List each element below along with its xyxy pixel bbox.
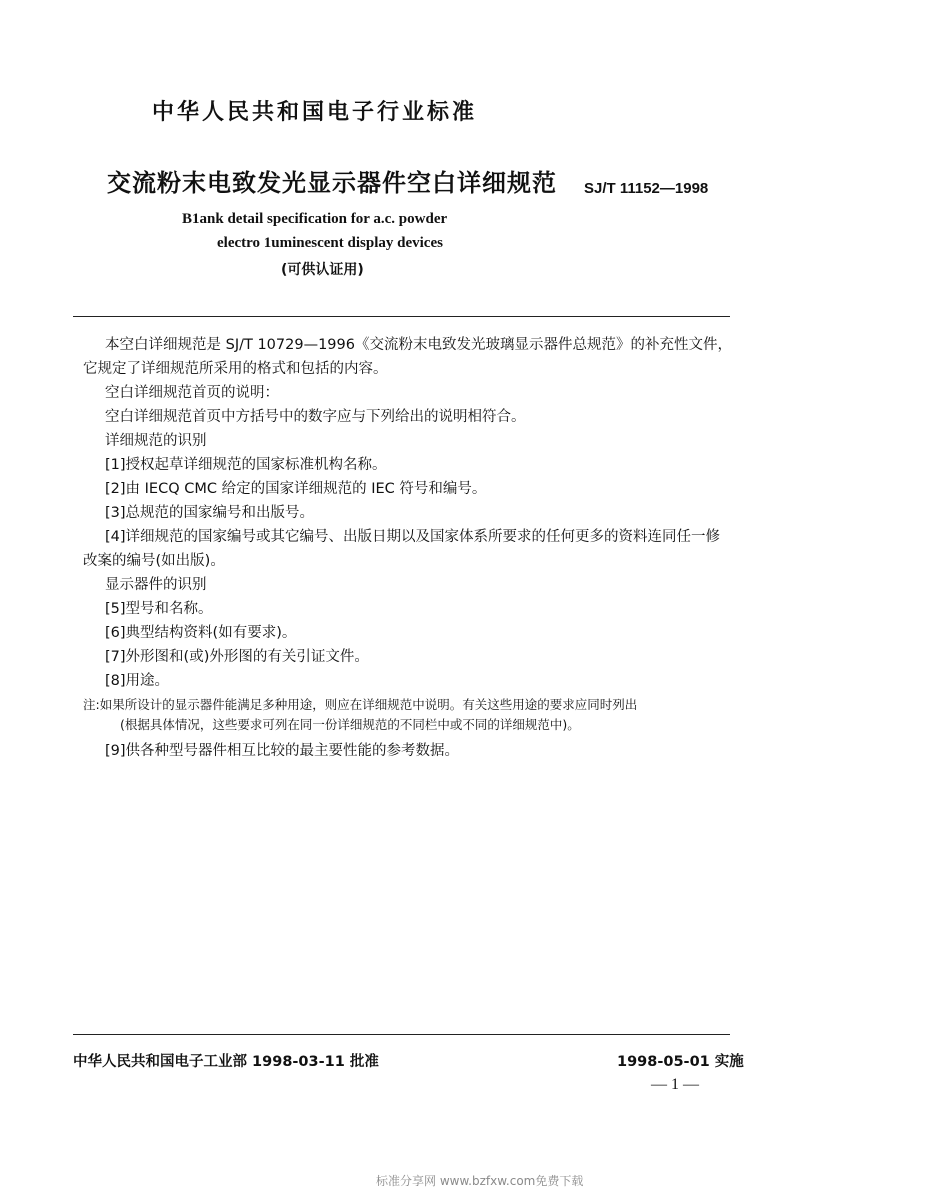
item-8: [8]用途。 (105, 673, 170, 689)
document-body (83, 333, 733, 763)
item-9: [9]供各种型号器件相互比较的最主要性能的参考数据。 (105, 743, 460, 759)
standard-code: SJ/T 11152—1998 (584, 180, 709, 197)
item-4: [4]详细规范的国家编号或其它编号、出版日期以及国家体系所要求的任何更多的资料连同任一修改案的编号(如出版)。 (83, 529, 721, 569)
spec-identification-heading: 详细规范的识别 (105, 433, 207, 449)
note-line-2: (根据具体情况，这些要求可列在同一份详细规范的不同栏中或不同的详细规范中)。 (120, 717, 580, 732)
certification-note: (可供认证用) (281, 262, 364, 278)
page-number: — 1 — (651, 1076, 699, 1093)
implementation-date: 1998-05-01 实施 (617, 1054, 744, 1070)
item-1: [1]授权起草详细规范的国家标准机构名称。 (105, 457, 387, 473)
document-title: 交流粉末电致发光显示器件空白详细规范 (107, 169, 557, 197)
item-2: [2]由 IECQ CMC 给定的国家详细规范的 IEC 符号和编号。 (105, 481, 487, 497)
header-divider (73, 316, 730, 317)
item-7: [7]外形图和(或)外形图的有关引证文件。 (105, 649, 369, 665)
device-identification-heading: 显示器件的识别 (105, 577, 207, 593)
watermark-text: 标准分享网 www.bzfxw.com免费下载 (376, 1174, 584, 1188)
english-title-line-1: B1ank detail specification for a.c. powder (182, 211, 448, 227)
first-page-heading: 空白详细规范首页的说明： (105, 385, 279, 401)
item-5: [5]型号和名称。 (105, 601, 213, 617)
english-title-line-2: electro 1uminescent display devices (217, 235, 443, 251)
intro-paragraph: 本空白详细规范是 SJ/T 10729—1996《交流粉末电致发光玻璃显示器件总规范》的补充性文件，它规定了详细规范所采用的格式和包括的内容。 (83, 337, 732, 377)
first-page-description: 空白详细规范首页中方括号中的数字应与下列给出的说明相符合。 (105, 409, 526, 425)
item-6: [6]典型结构资料(如有要求)。 (105, 625, 297, 641)
footer-divider (73, 1034, 730, 1035)
item-3: [3]总规范的国家编号和出版号。 (105, 505, 315, 521)
standard-type-header: 中华人民共和国电子行业标准 (152, 100, 478, 125)
note-line-1: 注:如果所设计的显示器件能满足多种用途，则应在详细规范中说明。有关这些用途的要求应同时列出 (83, 697, 638, 712)
approval-statement: 中华人民共和国电子工业部 1998-03-11 批准 (73, 1054, 379, 1070)
